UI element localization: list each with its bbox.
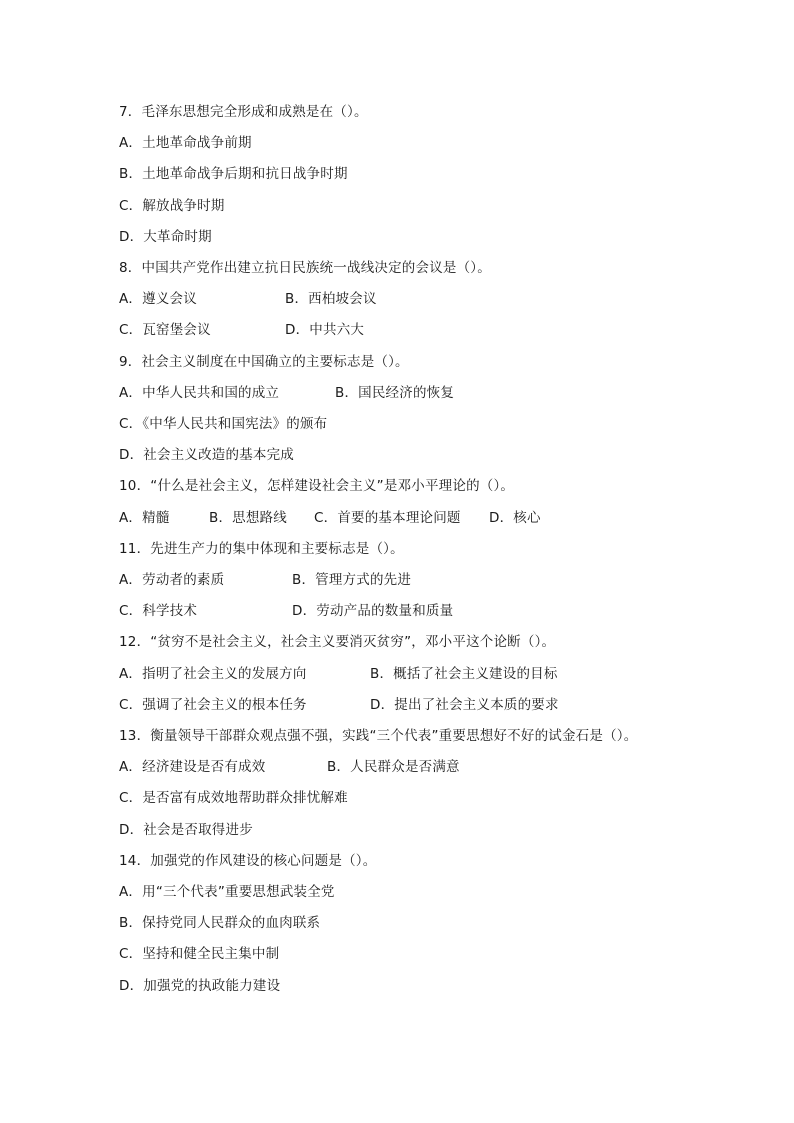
option-d: D．提出了社会主义本质的要求 [370, 697, 559, 713]
question-stem: 7．毛泽东思想完全形成和成熟是在（）。 [119, 104, 368, 120]
option-a: A．土地革命战争前期 [119, 135, 252, 151]
option-d: D．中共六大 [285, 322, 365, 338]
option-d: D．社会主义改造的基本完成 [119, 447, 294, 463]
option-a: A．经济建设是否有成效 [119, 759, 266, 775]
option-c: C．解放战争时期 [119, 198, 225, 214]
option-b: B．国民经济的恢复 [335, 385, 455, 401]
option-d: D．大革命时期 [119, 229, 212, 245]
option-d: D．社会是否取得进步 [119, 822, 253, 838]
option-c: C．坚持和健全民主集中制 [119, 946, 280, 962]
option-a: A．劳动者的素质 [119, 572, 225, 588]
question-stem: 10．“什么是社会主义，怎样建设社会主义”是邓小平理论的（）。 [119, 478, 515, 494]
option-b: B．保持党同人民群众的血肉联系 [119, 915, 321, 931]
question-stem: 13．衡量领导干部群众观点强不强，实践“三个代表”重要思想好不好的试金石是（）。 [119, 728, 638, 744]
question-stem: 8．中国共产党作出建立抗日民族统一战线决定的会议是（）。 [119, 260, 491, 276]
option-b: B．管理方式的先进 [292, 572, 412, 588]
option-c: C．科学技术 [119, 603, 198, 619]
option-c: C．瓦窑堡会议 [119, 322, 211, 338]
option-b: B．人民群众是否满意 [327, 759, 460, 775]
option-a: A．用“三个代表”重要思想武装全党 [119, 884, 335, 900]
option-c: C．是否富有成效地帮助群众排忧解难 [119, 790, 348, 806]
option-d: D．劳动产品的数量和质量 [292, 603, 454, 619]
option-b: B．西柏坡会议 [285, 291, 377, 307]
question-stem: 9．社会主义制度在中国确立的主要标志是（）。 [119, 354, 409, 370]
option-a: A．遵义会议 [119, 291, 197, 307]
option-c: C．强调了社会主义的根本任务 [119, 697, 307, 713]
option-a: A．指明了社会主义的发展方向 [119, 666, 307, 682]
question-stem: 11．先进生产力的集中体现和主要标志是（）。 [119, 541, 404, 557]
option-b: B．概括了社会主义建设的目标 [370, 666, 558, 682]
question-stem: 12．“贫穷不是社会主义，社会主义要消灭贫穷”，邓小平这个论断（）。 [119, 634, 556, 650]
option-d: D．核心 [489, 510, 541, 526]
option-b: B．土地革命战争后期和抗日战争时期 [119, 166, 348, 182]
option-b: B．思想路线 [209, 510, 287, 526]
option-a: A．精髓 [119, 510, 170, 526]
question-stem: 14．加强党的作风建设的核心问题是（）。 [119, 853, 377, 869]
option-a: A．中华人民共和国的成立 [119, 385, 280, 401]
option-c: C．首要的基本理论问题 [314, 510, 461, 526]
option-c: C．《中华人民共和国宪法》的颁布 [119, 416, 328, 432]
option-d: D．加强党的执政能力建设 [119, 978, 281, 994]
